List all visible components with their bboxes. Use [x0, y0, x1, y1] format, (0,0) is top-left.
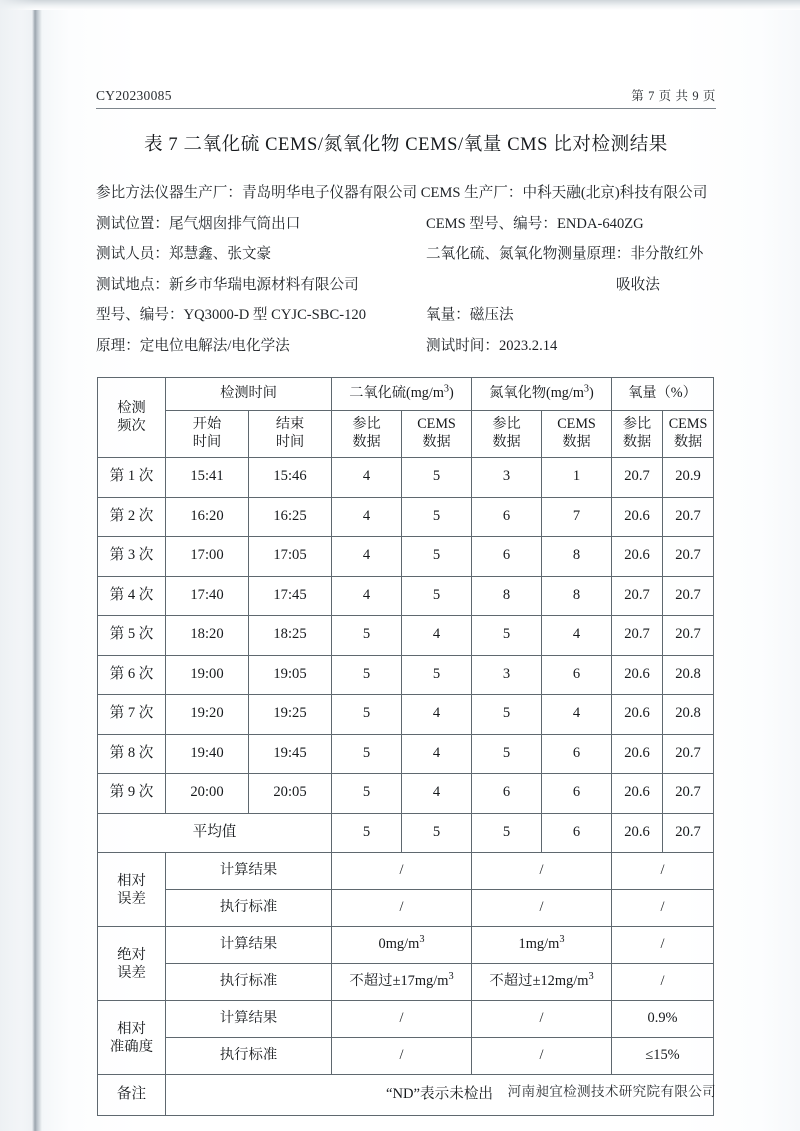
- header-so2-ref-line2: 数据: [352, 434, 381, 450]
- header-nox-reference: [472, 411, 542, 458]
- header-so2-ref-line1: 参比: [352, 416, 381, 433]
- row-o2-ref: 20.6: [612, 695, 663, 735]
- header-end-line1: 结束: [275, 416, 305, 433]
- row-nox-cems: 7: [542, 497, 612, 537]
- row-o2-cems: 20.7: [663, 497, 714, 537]
- relative-error-std-nox: /: [472, 890, 612, 927]
- header-so2-text: 二氧化硫(mg/m: [349, 385, 444, 402]
- absolute-error-std-o2: /: [612, 964, 714, 1001]
- row-o2-cems: 20.7: [663, 616, 714, 656]
- relative-error-calc-so2: /: [332, 853, 472, 890]
- row-o2-ref: 20.6: [612, 655, 663, 695]
- row-start-time: 20:00: [166, 774, 249, 814]
- row-end-time: 19:25: [249, 695, 332, 735]
- row-end-time: 19:45: [249, 734, 332, 774]
- header-nox-ref-line2: 数据: [492, 434, 521, 450]
- relative-accuracy-calc-o2: 0.9%: [612, 1001, 714, 1038]
- row-so2-ref: 4: [332, 576, 402, 616]
- row-nox-cems: 1: [542, 458, 612, 498]
- row-so2-cems: 4: [402, 695, 472, 735]
- row-nox-ref: 5: [472, 734, 542, 774]
- absolute-error-calc-so2-sup: 3: [419, 934, 425, 946]
- meta-test-site: 测试地点：新乡市华瑞电源材料有限公司: [96, 276, 359, 293]
- absolute-error-std-nox: [472, 964, 612, 1001]
- absolute-error-label: [98, 927, 166, 1001]
- relative-accuracy-calc-nox: /: [472, 1001, 612, 1038]
- row-end-time: 20:05: [249, 774, 332, 814]
- header-start-line2: 时间: [192, 434, 222, 450]
- row-end-time: 16:25: [249, 497, 332, 537]
- header-start-line1: 开始: [192, 416, 222, 433]
- row-nox-ref: 3: [472, 458, 542, 498]
- document-footer: [96, 1080, 716, 1100]
- row-nox-cems: 8: [542, 576, 612, 616]
- row-so2-cems: 5: [402, 458, 472, 498]
- row-nox-cems: 6: [542, 774, 612, 814]
- absolute-error-std-nox-sup: 3: [588, 971, 594, 983]
- relative-accuracy-label-line1: 相对: [117, 1020, 146, 1037]
- header-so2-cems-line2: 数据: [422, 434, 451, 450]
- row-so2-cems: 5: [402, 655, 472, 695]
- row-start-time: 16:20: [166, 497, 249, 537]
- header-nox-tail: ): [589, 385, 594, 402]
- row-o2-cems: 20.7: [663, 774, 714, 814]
- row-so2-cems: 5: [402, 576, 472, 616]
- row-so2-ref: 4: [332, 537, 402, 577]
- row-start-time: 18:20: [166, 616, 249, 656]
- absolute-error-calc-o2: /: [612, 927, 714, 964]
- average-nox-cems: 6: [542, 813, 612, 853]
- meta-line-manufacturers: [96, 178, 736, 209]
- row-frequency: 第 3 次: [98, 537, 166, 577]
- relative-error-std-row: [98, 890, 714, 927]
- row-end-time: 18:25: [249, 616, 332, 656]
- header-so2-reference: [332, 411, 402, 458]
- relative-error-label-line2: 误差: [117, 890, 146, 907]
- row-nox-ref: 3: [472, 655, 542, 695]
- average-nox-ref: 5: [472, 813, 542, 853]
- header-frequency: [98, 378, 166, 458]
- table-row: [98, 695, 714, 735]
- relative-error-std-so2: /: [332, 890, 472, 927]
- row-nox-ref: 5: [472, 695, 542, 735]
- header-nox-text: 氮氧化物(mg/m: [489, 385, 584, 402]
- issuing-company: 河南昶宜检测技术研究院有限公司: [507, 1084, 716, 1099]
- relative-accuracy-calc-so2: /: [332, 1001, 472, 1038]
- row-o2-ref: 20.7: [612, 576, 663, 616]
- row-o2-cems: 20.9: [663, 458, 714, 498]
- table-header-sub-row: [98, 411, 714, 458]
- absolute-error-calc-so2: [332, 927, 472, 964]
- header-so2-group: [332, 378, 472, 411]
- measurement-metadata: [96, 178, 736, 361]
- row-end-time: 19:05: [249, 655, 332, 695]
- row-end-time: 17:05: [249, 537, 332, 577]
- header-nox-sup: 3: [583, 383, 589, 395]
- absolute-error-std-so2-text: 不超过±17mg/m: [349, 973, 449, 990]
- row-so2-ref: 4: [332, 458, 402, 498]
- meta-reference-principle: 原理：定电位电解法/电化学法: [96, 337, 290, 354]
- document-id: CY20230085: [96, 88, 172, 103]
- row-so2-cems: 4: [402, 734, 472, 774]
- average-o2-cems: 20.7: [663, 813, 714, 853]
- row-start-time: 15:41: [166, 458, 249, 498]
- row-o2-ref: 20.6: [612, 537, 663, 577]
- row-so2-ref: 5: [332, 655, 402, 695]
- relative-accuracy-std-label: 执行标准: [166, 1038, 332, 1075]
- absolute-error-std-nox-text: 不超过±12mg/m: [489, 973, 589, 990]
- header-frequency-line1: 检测: [117, 399, 146, 416]
- row-o2-ref: 20.6: [612, 734, 663, 774]
- relative-accuracy-calc-label: 计算结果: [166, 1001, 332, 1038]
- row-o2-cems: 20.8: [663, 655, 714, 695]
- header-o2-ref-line2: 数据: [622, 434, 652, 450]
- row-frequency: 第 2 次: [98, 497, 166, 537]
- row-start-time: 17:40: [166, 576, 249, 616]
- absolute-error-std-so2: [332, 964, 472, 1001]
- relative-error-std-label: 执行标准: [166, 890, 332, 927]
- header-o2-ref-line1: 参比: [622, 416, 652, 433]
- page-title: 表 7 二氧化硫 CEMS/氮氧化物 CEMS/氧量 CMS 比对检测结果: [144, 135, 668, 155]
- row-so2-ref: 4: [332, 497, 402, 537]
- meta-cems-model: CEMS 型号、编号：ENDA-640ZG: [426, 215, 644, 232]
- average-so2-cems: 5: [402, 813, 472, 853]
- table-row: [98, 655, 714, 695]
- row-o2-ref: 20.7: [612, 458, 663, 498]
- row-so2-ref: 5: [332, 616, 402, 656]
- header-o2-cems: [663, 411, 714, 458]
- header-end-line2: 时间: [275, 434, 305, 450]
- row-frequency: 第 1 次: [98, 458, 166, 498]
- row-so2-cems: 4: [402, 616, 472, 656]
- row-so2-ref: 5: [332, 695, 402, 735]
- relative-accuracy-std-so2: /: [332, 1038, 472, 1075]
- absolute-error-label-line1: 绝对: [117, 946, 146, 963]
- meta-line-location: [96, 209, 736, 240]
- absolute-error-calc-nox: [472, 927, 612, 964]
- header-nox-cems: [542, 411, 612, 458]
- row-nox-ref: 6: [472, 497, 542, 537]
- absolute-error-std-label: 执行标准: [166, 964, 332, 1001]
- header-nox-group: [472, 378, 612, 411]
- row-frequency: 第 4 次: [98, 576, 166, 616]
- header-so2-tail: ): [449, 385, 454, 402]
- row-so2-cems: 5: [402, 537, 472, 577]
- absolute-error-calc-so2-text: 0mg/m: [378, 936, 420, 953]
- relative-error-calc-label: 计算结果: [166, 853, 332, 890]
- relative-accuracy-std-nox: /: [472, 1038, 612, 1075]
- row-nox-cems: 6: [542, 734, 612, 774]
- row-start-time: 19:40: [166, 734, 249, 774]
- meta-test-personnel: 测试人员：郑慧鑫、张文豪: [96, 246, 272, 262]
- meta-line-principle: [96, 331, 736, 362]
- table-row: [98, 576, 714, 616]
- table-row: [98, 537, 714, 577]
- row-o2-ref: 20.6: [612, 774, 663, 814]
- header-o2-cems-line1: CEMS: [668, 416, 708, 433]
- row-frequency: 第 7 次: [98, 695, 166, 735]
- meta-test-location: 测试位置：尾气烟囱排气筒出口: [96, 215, 301, 232]
- row-o2-ref: 20.7: [612, 616, 663, 656]
- relative-error-calc-nox: /: [472, 853, 612, 890]
- row-frequency: 第 5 次: [98, 616, 166, 656]
- header-nox-ref-line1: 参比: [492, 416, 521, 433]
- average-label: 平均值: [98, 813, 332, 853]
- row-o2-cems: 20.7: [663, 734, 714, 774]
- document-header: [96, 86, 716, 109]
- row-nox-cems: 4: [542, 616, 612, 656]
- absolute-error-std-so2-sup: 3: [448, 971, 454, 983]
- row-so2-ref: 5: [332, 734, 402, 774]
- meta-line-personnel: [96, 239, 736, 270]
- row-start-time: 17:00: [166, 537, 249, 577]
- row-nox-cems: 8: [542, 537, 612, 577]
- meta-test-date: 测试时间：2023.2.14: [426, 337, 558, 354]
- row-nox-cems: 4: [542, 695, 612, 735]
- absolute-error-calc-label: 计算结果: [166, 927, 332, 964]
- absolute-error-calc-nox-sup: 3: [559, 934, 565, 946]
- absolute-error-std-row: [98, 964, 714, 1001]
- table-row: [98, 458, 714, 498]
- table-row: [98, 616, 714, 656]
- absolute-error-calc-row: [98, 927, 714, 964]
- meta-measurement-principle: 二氧化硫、氮氧化物测量原理：非分散红外: [426, 246, 704, 262]
- row-end-time: 15:46: [249, 458, 332, 498]
- relative-accuracy-label-line2: 准确度: [109, 1038, 154, 1055]
- relative-error-std-o2: /: [612, 890, 714, 927]
- average-so2-ref: 5: [332, 813, 402, 853]
- average-o2-ref: 20.6: [612, 813, 663, 853]
- row-so2-cems: 4: [402, 774, 472, 814]
- relative-accuracy-calc-row: [98, 1001, 714, 1038]
- header-o2-cems-line2: 数据: [673, 434, 703, 450]
- row-start-time: 19:20: [166, 695, 249, 735]
- row-nox-ref: 6: [472, 537, 542, 577]
- header-detection-time: 检测时间: [166, 378, 332, 411]
- table-row: [98, 734, 714, 774]
- absolute-error-calc-nox-text: 1mg/m: [518, 936, 560, 953]
- row-end-time: 17:45: [249, 576, 332, 616]
- header-frequency-line2: 频次: [117, 417, 146, 434]
- header-so2-sup: 3: [443, 383, 449, 395]
- relative-error-label-line1: 相对: [117, 872, 146, 889]
- row-o2-cems: 20.7: [663, 537, 714, 577]
- row-nox-ref: 5: [472, 616, 542, 656]
- absolute-error-label-line2: 误差: [117, 964, 146, 981]
- row-nox-ref: 6: [472, 774, 542, 814]
- table-header-top-row: [98, 378, 714, 411]
- header-start-time: [166, 411, 249, 458]
- note-text: “ND”表示未检出: [166, 1075, 714, 1116]
- relative-accuracy-label: [98, 1001, 166, 1075]
- row-o2-ref: 20.6: [612, 497, 663, 537]
- row-start-time: 19:00: [166, 655, 249, 695]
- header-nox-cems-line1: CEMS: [557, 416, 596, 433]
- meta-oxygen-principle: 氧量：磁压法: [426, 307, 514, 323]
- row-frequency: 第 9 次: [98, 774, 166, 814]
- row-frequency: 第 6 次: [98, 655, 166, 695]
- row-so2-cems: 5: [402, 497, 472, 537]
- meta-line-model: [96, 300, 736, 331]
- row-frequency: 第 8 次: [98, 734, 166, 774]
- table-average-row: [98, 813, 714, 853]
- row-nox-cems: 6: [542, 655, 612, 695]
- page-number: 第 7 页 共 9 页: [631, 89, 716, 103]
- meta-measurement-principle-cont: 吸收法: [616, 276, 660, 293]
- header-o2-reference: [612, 411, 663, 458]
- table-row: [98, 497, 714, 537]
- header-so2-cems-line1: CEMS: [417, 416, 456, 433]
- row-o2-cems: 20.8: [663, 695, 714, 735]
- row-nox-ref: 8: [472, 576, 542, 616]
- relative-error-label: [98, 853, 166, 927]
- row-so2-ref: 5: [332, 774, 402, 814]
- relative-error-calc-o2: /: [612, 853, 714, 890]
- meta-line-site: [96, 270, 736, 301]
- table-row: [98, 774, 714, 814]
- header-end-time: [249, 411, 332, 458]
- note-label: 备注: [98, 1075, 166, 1116]
- header-o2-group: 氧量（%）: [612, 378, 714, 411]
- comparison-results-table: [97, 377, 714, 1116]
- meta-manufacturers-text: 参比方法仪器生产厂：青岛明华电子仪器有限公司 CEMS 生产厂：中科天融(北京)科技有限公司: [96, 185, 708, 201]
- row-o2-cems: 20.7: [663, 576, 714, 616]
- relative-accuracy-std-o2: ≤15%: [612, 1038, 714, 1075]
- header-nox-cems-line2: 数据: [562, 434, 591, 450]
- relative-error-calc-row: [98, 853, 714, 890]
- relative-accuracy-std-row: [98, 1038, 714, 1075]
- meta-instrument-model: 型号、编号：YQ3000-D 型 CYJC-SBC-120: [96, 307, 366, 323]
- header-so2-cems: [402, 411, 472, 458]
